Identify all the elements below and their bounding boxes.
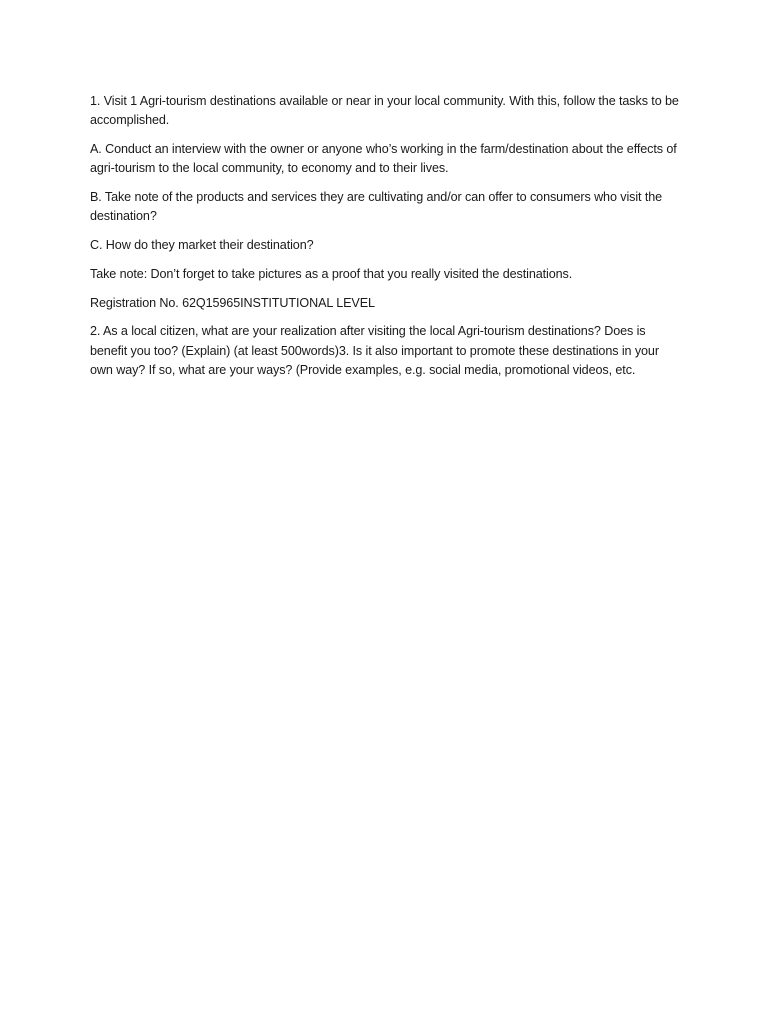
take-note-paragraph: Take note: Don’t forget to take pictures as a proof that you really visited the destinations. (90, 266, 573, 281)
document-body (90, 92, 682, 390)
task-1-paragraph: 1. Visit 1 Agri-tourism destinations available or near in your local community. With this, follow the tasks to be accomplished. (90, 94, 679, 128)
registration-paragraph: Registration No. 62Q15965INSTITUTIONAL LEVEL (90, 295, 375, 310)
task-b-paragraph: B. Take note of the products and services they are cultivating and/or can offer to consumers who visit the destination? (90, 190, 663, 224)
task-a-paragraph: A. Conduct an interview with the owner or anyone who’s working in the farm/destination about the effects of agri-tourism to the local community, to economy and to their lives. (90, 142, 677, 176)
task-c-paragraph: C. How do they market their destination? (90, 238, 314, 252)
task-2-3-paragraph: 2. As a local citizen, what are your realization after visiting the local Agri-tourism destinations? Does is benefit you too? (Explain) (at least 500words)3. Is it also important to promote these destinations in your own way? If so, what are your ways? (Provide examples, e.g. social media, promotional videos, etc. (90, 324, 659, 377)
